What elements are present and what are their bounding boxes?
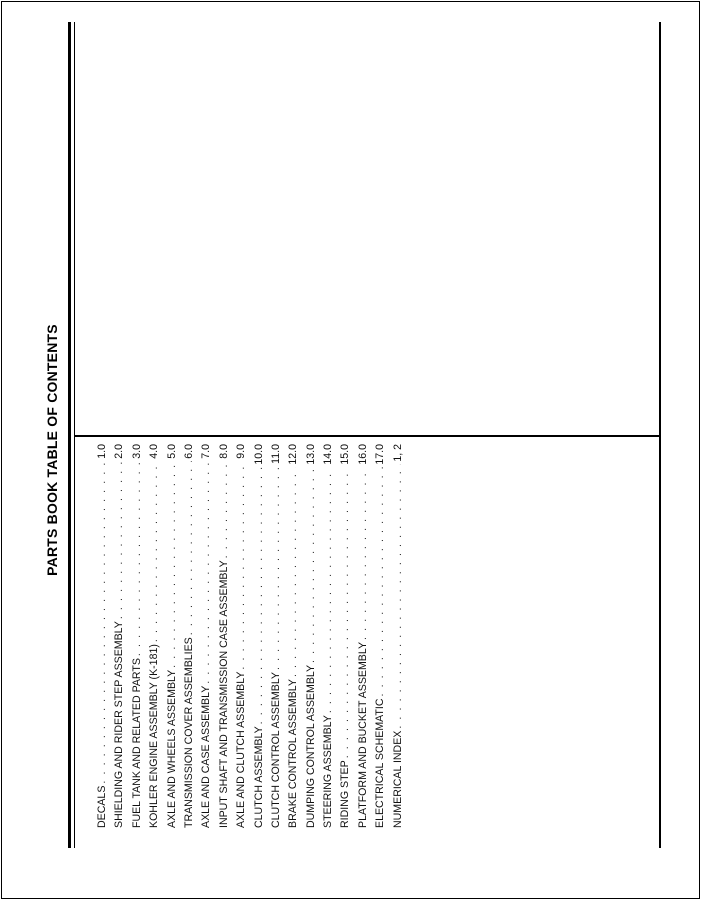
toc-entry-label: DUMPING CONTROL ASSEMBLY [304, 664, 317, 828]
toc-entry [372, 444, 389, 828]
toc-entry [320, 444, 337, 828]
toc-entry-label: SHIELDING AND RIDER STEP ASSEMBLY [113, 621, 126, 828]
toc-entry-label: CLUTCH ASSEMBLY [252, 726, 265, 828]
toc-entry-page: 4.0 [148, 444, 161, 459]
dot-leader [337, 467, 354, 759]
dot-leader [181, 461, 198, 636]
toc-entry-label: AXLE AND CLUTCH ASSEMBLY [235, 671, 248, 828]
dot-leader [390, 464, 407, 729]
dot-leader [111, 461, 128, 619]
dot-leader [198, 461, 215, 684]
toc-entry [146, 444, 163, 828]
toc-entry-page: 7.0 [200, 444, 213, 459]
toc-entry [216, 444, 233, 828]
toc-entry-page: 8.0 [217, 444, 230, 459]
dot-leader [233, 461, 250, 670]
toc-entry [390, 444, 407, 828]
toc-entry [94, 444, 111, 828]
toc-entry-label: FUEL TANK AND RELATED PARTS [130, 658, 143, 828]
toc-entry [337, 444, 354, 828]
dot-leader [251, 467, 268, 725]
toc-entry [355, 444, 372, 828]
toc-entry [181, 444, 198, 828]
dot-leader [94, 461, 111, 784]
toc-entry-page: 13.0 [304, 444, 317, 465]
toc-entry-label: INPUT SHAFT AND TRANSMISSION CASE ASSEMBLY [217, 560, 230, 828]
toc-entry-label: TRANSMISSION COVER ASSEMBLIES [182, 637, 195, 828]
dot-leader [164, 461, 181, 668]
toc-entry-label: AXLE AND WHEELS ASSEMBLY [165, 669, 178, 828]
dot-leader [216, 461, 233, 559]
toc-entry-label: KOHLER ENGINE ASSEMBLY (K-181) [148, 644, 161, 828]
toc-entry-label: STEERING ASSEMBLY [322, 715, 335, 828]
toc-entry-page: 3.0 [130, 444, 143, 459]
toc-entry-page: 6.0 [182, 444, 195, 459]
toc-entry-page: 1, 2 [391, 444, 404, 462]
dot-leader [355, 467, 372, 640]
toc-entry [198, 444, 215, 828]
toc-entry-page: 2.0 [113, 444, 126, 459]
toc-entry [268, 444, 285, 828]
toc-entry [129, 444, 146, 828]
toc-entry [111, 444, 128, 828]
toc-list [94, 444, 407, 828]
toc-entry-page: 11.0 [269, 444, 282, 464]
toc-entry-page: 1.0 [96, 444, 108, 459]
toc-entry-label: PLATFORM AND BUCKET ASSEMBLY [356, 641, 369, 828]
toc-entry-label: DECALS [96, 785, 108, 828]
toc-entry-label: CLUTCH CONTROL ASSEMBLY [269, 672, 282, 828]
dot-leader [285, 467, 302, 677]
toc-entry-page: 16.0 [356, 444, 369, 465]
toc-entry-label: AXLE AND CASE ASSEMBLY [200, 685, 213, 828]
toc-entry-page: 17.0 [374, 444, 387, 465]
toc-entry-label: NUMERICAL INDEX [391, 730, 404, 828]
toc-entry-page: 5.0 [165, 444, 178, 459]
dot-leader [129, 461, 146, 656]
toc-entry-page: 15.0 [339, 444, 352, 465]
toc-entry [251, 444, 268, 828]
toc-entry-label: RIDING STEP [339, 760, 352, 828]
dot-leader [303, 467, 320, 663]
toc-entry-label: ELECTRICAL SCHEMATIC [374, 698, 387, 828]
toc-entry-page: 10.0 [252, 444, 265, 465]
dot-leader [268, 466, 285, 670]
toc-entry [233, 444, 250, 828]
toc-entry-page: 14.0 [322, 444, 335, 465]
toc-entry [285, 444, 302, 828]
dot-leader [320, 467, 337, 714]
toc-entry [164, 444, 181, 828]
toc-entry-page: 12.0 [287, 444, 300, 465]
toc-entry-label: BRAKE CONTROL ASSEMBLY [287, 679, 300, 828]
dot-leader [372, 467, 389, 697]
toc-entry-page: 9.0 [235, 444, 248, 459]
page-title: PARTS BOOK TABLE OF CONTENTS [44, 324, 60, 576]
toc-entry [303, 444, 320, 828]
dot-leader [146, 461, 163, 642]
